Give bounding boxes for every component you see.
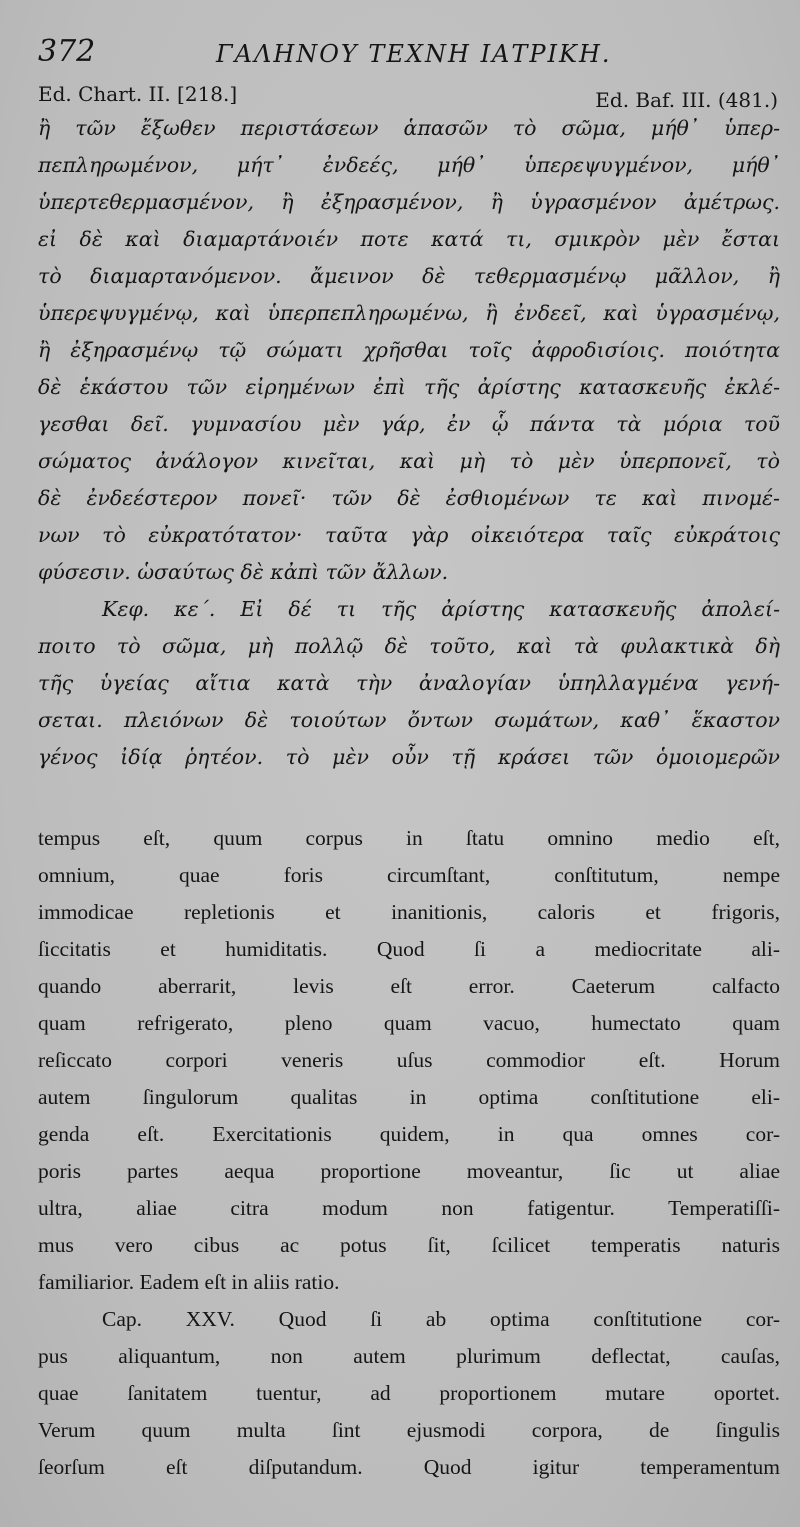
greek-line: εἰ δὲ καὶ διαμαρτάνοιέν ποτε κατά τι, σμικρὸν μὲν ἔσται (38, 227, 780, 251)
greek-line: γένος ἰδίᾳ ῥητέον. τὸ μὲν οὖν τῇ κράσει τῶν ὁμοιομερῶν (38, 745, 780, 769)
greek-line: δὲ ἑκάστου τῶν εἰρημένων ἐπὶ τῆς ἀρίστης κατασκευῆς ἐκλέ- (38, 375, 780, 399)
latin-line: pus aliquantum, non autem plurimum deflectat, cauſas, (38, 1344, 780, 1368)
running-title: ΓΑΛΗΝΟΥ ΤΕΧΝΗ ΙΑΤΡΙΚΗ. (216, 40, 612, 68)
greek-line: ἢ ἐξηρασμένῳ τῷ σώματι χρῆσθαι τοῖς ἀφροδισίοις. ποιότητα (38, 338, 780, 362)
latin-chapter-heading-line: Cap. XXV. Quod ſi ab optima conſtitutione cor- (102, 1307, 780, 1331)
latin-line: tempus eſt, quum corpus in ſtatu omnino medio eſt, (38, 826, 780, 850)
greek-line: ποιτο τὸ σῶμα, μὴ πολλῷ δὲ τοῦτο, καὶ τὰ φυλακτικὰ δὴ (38, 634, 780, 658)
greek-line: φύσεσιν. ὡσαύτως δὲ κἀπὶ τῶν ἄλλων. (38, 560, 449, 584)
greek-chapter-heading-line: Κεφ. κε΄. Εἰ δέ τι τῆς ἀρίστης κατασκευῆς ἀπολεί- (102, 597, 780, 621)
greek-line: ὑπερτεθερμασμένον, ἢ ἐξηρασμένον, ἢ ὑγρασμένον ἀμέτρως. (38, 190, 780, 214)
latin-line: immodicae repletionis et inanitionis, caloris et frigoris, (38, 900, 780, 924)
latin-line: quam refrigerato, pleno quam vacuo, humectato quam (38, 1011, 780, 1035)
greek-line: τῆς ὑγείας αἴτια κατὰ τὴν ἀναλογίαν ὑπηλλαγμένα γενή- (38, 671, 780, 695)
greek-line: πεπληρωμένον, μήτ᾽ ἐνδεές, μήθ᾽ ὑπερεψυγμένον, μήθ᾽ (38, 153, 780, 177)
greek-line: ἢ τῶν ἔξωθεν περιστάσεων ἁπασῶν τὸ σῶμα, μήθ᾽ ὑπερ- (38, 116, 780, 140)
greek-line: σεται. πλειόνων δὲ τοιούτων ὄντων σωμάτων, καθ᾽ ἕκαστον (38, 708, 780, 732)
latin-line: quando aberrarit, levis eſt error. Caeterum calfacto (38, 974, 780, 998)
greek-line: νων τὸ εὐκρατότατον· ταῦτα γὰρ οἰκειότερα ταῖς εὐκράτοις (38, 523, 780, 547)
latin-line: poris partes aequa proportione moveantur, ſic ut aliae (38, 1159, 780, 1183)
greek-line: γεσθαι δεῖ. γυμνασίου μὲν γάρ, ἐν ᾧ πάντα τὰ μόρια τοῦ (38, 412, 780, 436)
latin-line: Verum quum multa ſint ejusmodi corpora, de ſingulis (38, 1418, 780, 1442)
latin-line: ſeorſum eſt diſputandum. Quod igitur temperamentum (38, 1455, 780, 1479)
latin-line: familiarior. Eadem eſt in aliis ratio. (38, 1270, 340, 1294)
latin-line: autem ſingulorum qualitas in optima conſtitutione eli- (38, 1085, 780, 1109)
latin-line: omnium, quae foris circumſtant, conſtitutum, nempe (38, 863, 780, 887)
edition-reference (38, 82, 778, 112)
edition-basel-reference: Ed. Baf. III. (481.) (595, 88, 778, 112)
latin-line: reſiccato corpori veneris uſus commodior eſt. Horum (38, 1048, 780, 1072)
edition-chart-reference: Ed. Chart. II. [218.] (38, 82, 238, 106)
latin-text (38, 820, 780, 1486)
latin-line: quae ſanitatem tuentur, ad proportionem mutare oportet. (38, 1381, 780, 1405)
greek-line: σώματος ἀνάλογον κινεῖται, καὶ μὴ τὸ μὲν ὑπερπονεῖ, τὸ (38, 449, 780, 473)
latin-line: genda eſt. Exercitationis quidem, in qua omnes cor- (38, 1122, 780, 1146)
latin-line: ultra, aliae citra modum non fatigentur. Temperatiſſi- (38, 1196, 780, 1220)
page-header (38, 30, 778, 70)
latin-line: ſiccitatis et humiditatis. Quod ſi a mediocritate ali- (38, 937, 780, 961)
greek-text (38, 110, 780, 776)
greek-line: ὑπερεψυγμένῳ, καὶ ὑπερπεπληρωμένω, ἢ ἐνδεεῖ, καὶ ὑγρασμένῳ, (38, 301, 780, 325)
greek-line: τὸ διαμαρτανόμενον. ἄμεινον δὲ τεθερμασμένῳ μᾶλλον, ἢ (38, 264, 780, 288)
page-number: 372 (38, 34, 96, 69)
latin-line: mus vero cibus ac potus ſit, ſcilicet temperatis naturis (38, 1233, 780, 1257)
greek-line: δὲ ἐνδεέστερον πονεῖ· τῶν δὲ ἐσθιομένων τε καὶ πινομέ- (38, 486, 780, 510)
